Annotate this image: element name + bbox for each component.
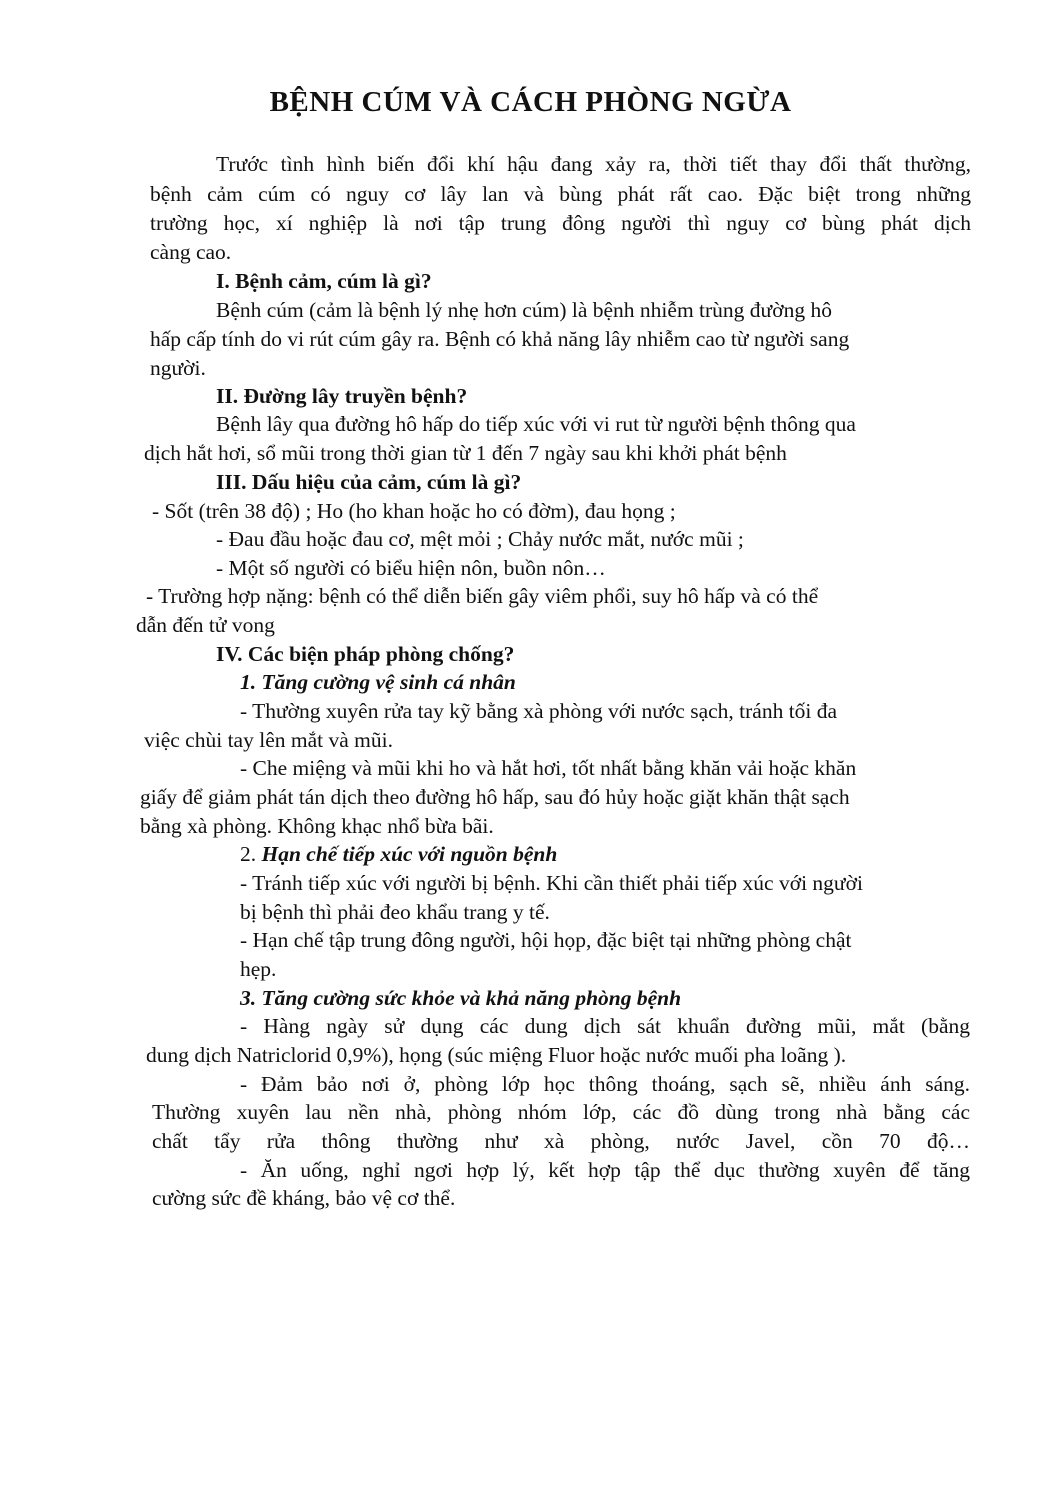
subsection-1-p2-line-1: - Che miệng và mũi khi ho và hắt hơi, tốt nhất bằng khăn vải hoặc khăn [240,756,857,780]
intro-line-2: bệnh cảm cúm có nguy cơ lây lan và bùng phát rất cao. Đặc biệt trong những [150,182,971,206]
section-3-heading: III. Dấu hiệu của cảm, cúm là gì? [216,470,522,494]
subsection-3-p3-line-1: - Ăn uống, nghỉ ngơi hợp lý, kết hợp tập thể dục thường xuyên để tăng [240,1158,970,1182]
section-2-heading: II. Đường lây truyền bệnh? [216,384,468,408]
subsection-3-p3-line-2: cường sức đề kháng, bảo vệ cơ thể. [152,1186,456,1210]
subsection-1-p1-line-2: việc chùi tay lên mắt và mũi. [144,728,393,752]
subsection-2-heading: Hạn chế tiếp xúc với nguồn bệnh [261,842,558,866]
intro-line-1: Trước tình hình biến đổi khí hậu đang xảy ra, thời tiết thay đổi thất thường, [216,152,971,176]
intro-line-3: trường học, xí nghiệp là nơi tập trung đông người thì nguy cơ bùng phát dịch [150,211,971,235]
subsection-3-p1-line-2: dung dịch Natriclorid 0,9%), họng (súc miệng Fluor hoặc nước muối pha loãng ). [146,1043,847,1067]
symptom-item-2: - Đau đầu hoặc đau cơ, mệt mỏi ; Chảy nước mắt, nước mũi ; [216,527,744,551]
section-1-line-1: Bệnh cúm (cảm là bệnh lý nhẹ hơn cúm) là bệnh nhiễm trùng đường hô [216,298,832,322]
section-2-line-1: Bệnh lây qua đường hô hấp do tiếp xúc với vi rut từ người bệnh thông qua [216,412,856,436]
subsection-2-p2-line-1: - Hạn chế tập trung đông người, hội họp, đặc biệt tại những phòng chật [240,928,852,952]
subsection-1-p2-line-2: giấy để giảm phát tán dịch theo đường hô hấp, sau đó hủy hoặc giặt khăn thật sạch [140,785,850,809]
subsection-1-heading: 1. Tăng cường vệ sinh cá nhân [240,670,516,694]
subsection-2-p2-line-2: hẹp. [240,957,277,981]
subsection-3-p2-line-3: chất tẩy rửa thông thường như xà phòng, nước Javel, cồn 70 độ… [152,1129,970,1153]
subsection-3-p1-line-1: - Hàng ngày sử dụng các dung dịch sát khuẩn đường mũi, mắt (bằng [240,1014,970,1038]
subsection-3-p2-line-2: Thường xuyên lau nền nhà, phòng nhóm lớp, các đồ dùng trong nhà bằng các [152,1100,970,1124]
section-1-line-2: hấp cấp tính do vi rút cúm gây ra. Bệnh có khả năng lây nhiễm cao từ người sang [150,327,850,351]
symptom-item-3: - Một số người có biểu hiện nôn, buồn nôn… [216,556,606,580]
symptom-item-1: - Sốt (trên 38 độ) ; Ho (ho khan hoặc ho có đờm), đau họng ; [152,499,676,523]
subsection-2-number: 2. [240,842,257,866]
section-4-heading: IV. Các biện pháp phòng chống? [216,642,515,666]
subsection-2-p1-line-1: - Tránh tiếp xúc với người bị bệnh. Khi cần thiết phải tiếp xúc với người [240,871,863,895]
section-2-line-2: dịch hắt hơi, sổ mũi trong thời gian từ 1 đến 7 ngày sau khi khởi phát bệnh [144,441,787,465]
subsection-2-heading-row [240,840,557,868]
section-1-heading: I. Bệnh cảm, cúm là gì? [216,269,432,293]
page-title: BỆNH CÚM VÀ CÁCH PHÒNG NGỪA [269,86,792,118]
symptom-item-4-line-2: dẫn đến tử vong [136,613,275,637]
subsection-3-p2-line-1: - Đảm bảo nơi ở, phòng lớp học thông thoáng, sạch sẽ, nhiều ánh sáng. [240,1072,970,1096]
subsection-1-p2-line-3: bằng xà phòng. Không khạc nhổ bừa bãi. [140,814,494,838]
intro-line-4: càng cao. [150,240,232,264]
subsection-2-p1-line-2: bị bệnh thì phải đeo khẩu trang y tế. [240,900,550,924]
symptom-item-4-line-1: - Trường hợp nặng: bệnh có thể diễn biến gây viêm phổi, suy hô hấp và có thể [146,584,819,608]
subsection-3-heading: 3. Tăng cường sức khỏe và khả năng phòng bệnh [240,986,682,1010]
section-1-line-3: người. [150,356,206,380]
subsection-1-p1-line-1: - Thường xuyên rửa tay kỹ bằng xà phòng với nước sạch, tránh tối đa [240,699,838,723]
